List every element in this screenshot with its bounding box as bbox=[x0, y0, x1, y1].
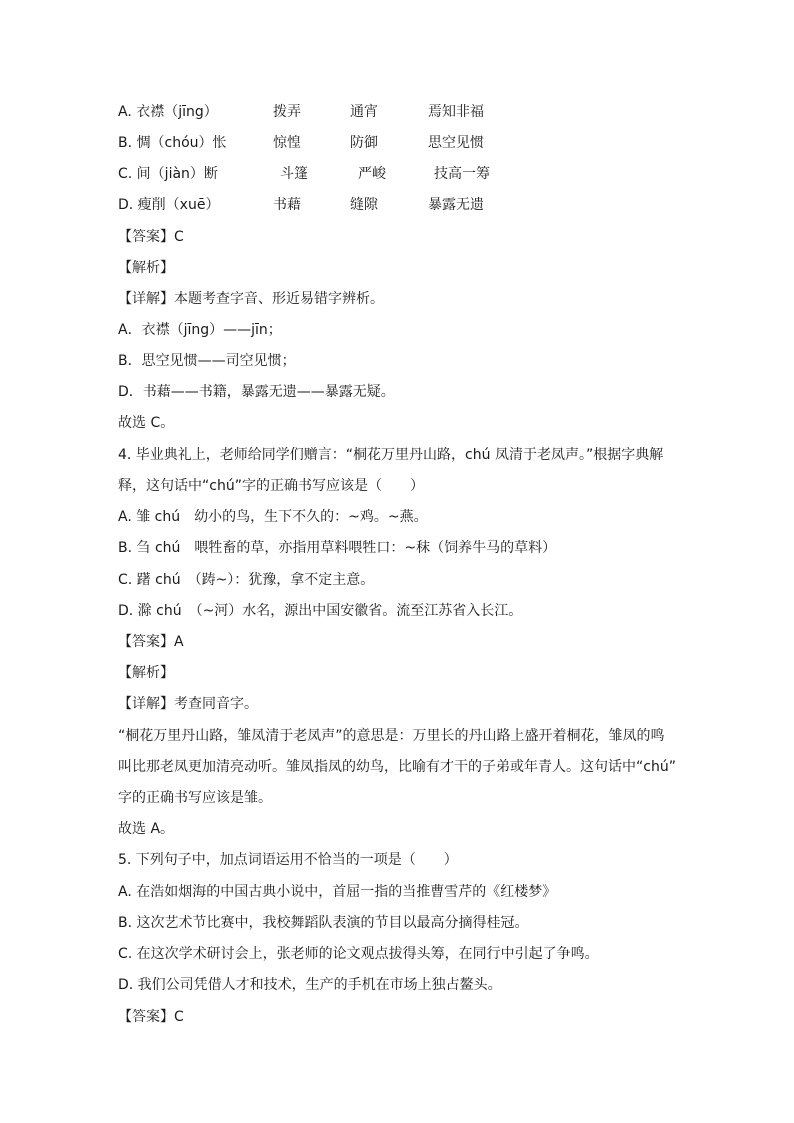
q4-analysis-title: 【解析】 bbox=[118, 665, 174, 681]
q3-conclusion: 故选 C。 bbox=[118, 415, 175, 431]
q5-option-d: D. 我们公司凭借人才和技术，生产的手机在市场上独占鳌头。 bbox=[118, 977, 502, 993]
q4-option-a: A. 雏 chú 幼小的鸟，生下不久的：~鸡。~燕。 bbox=[118, 509, 428, 525]
q5-option-a: A. 在浩如烟海的中国古典小说中，首屈一指的当推曹雪芹的《红楼梦》 bbox=[118, 884, 557, 900]
q3-option-c-label: C. 间（jiàn）断 bbox=[118, 166, 218, 182]
q4-stem-line2: 释，这句话中“chú”字的正确书写应该是（ ） bbox=[118, 478, 424, 494]
q4-option-c: C. 躇 chú （踌~）：犹豫，拿不定主意。 bbox=[118, 572, 375, 588]
q3-detail: 【详解】本题考查字音、形近易错字辨析。 bbox=[118, 291, 384, 307]
q4-conclusion: 故选 A。 bbox=[118, 821, 175, 837]
q3-option-d-word3: 暴露无遗 bbox=[428, 197, 484, 213]
q3-analysis-title: 【解析】 bbox=[118, 260, 174, 276]
q3-answer: 【答案】C bbox=[118, 229, 184, 245]
q3-option-b-word2: 防御 bbox=[350, 135, 378, 151]
q4-stem-line1: 4. 毕业典礼上，老师给同学们赠言：“桐花万里丹山路，chú 凤清于老凤声。”根据字典解 bbox=[118, 447, 664, 463]
q3-option-d-word1: 书藉 bbox=[273, 197, 301, 213]
q3-option-d-label: D. 瘦削（xuē） bbox=[118, 197, 220, 213]
q3-point-d: D．书藉——书籍，暴露无遗——暴露无疑。 bbox=[118, 384, 395, 400]
q3-option-a-word3: 焉知非福 bbox=[428, 104, 484, 120]
q4-detail: 【详解】考查同音字。 bbox=[118, 696, 258, 712]
q3-option-c-word1: 斗篷 bbox=[280, 166, 308, 182]
q4-answer: 【答案】A bbox=[118, 634, 184, 650]
q3-point-a: A．衣襟（jīng）——jīn； bbox=[118, 322, 282, 338]
q4-explain-line2: 叫比那老凤更加清亮动听。雏凤指凤的幼鸟，比喻有才干的子弟或年青人。这句话中“chú” bbox=[118, 759, 676, 775]
q3-option-b-word1: 惊惶 bbox=[273, 135, 301, 151]
q3-option-c-word3: 技高一筹 bbox=[434, 166, 490, 182]
q3-point-b: B．思空见惯——司空见惯； bbox=[118, 353, 296, 369]
q3-option-b-word3: 思空见惯 bbox=[428, 135, 484, 151]
q4-explain-line3: 字的正确书写应该是雏。 bbox=[118, 790, 272, 806]
q5-stem: 5. 下列句子中，加点词语运用不恰当的一项是（ ） bbox=[118, 852, 458, 868]
q3-option-a-label: A. 衣襟（jīng） bbox=[118, 104, 218, 120]
q5-option-b: B. 这次艺术节比赛中，我校舞蹈队表演的节目以最高分摘得桂冠。 bbox=[118, 915, 529, 931]
q4-option-b: B. 刍 chú 喂牲畜的草，亦指用草料喂牲口：~秣（饲养牛马的草料） bbox=[118, 540, 557, 556]
q4-option-d: D. 滁 chú （~河）水名，源出中国安徽省。流至江苏省入长江。 bbox=[118, 603, 523, 619]
q5-option-c: C. 在这次学术研讨会上，张老师的论文观点拔得头筹，在同行中引起了争鸣。 bbox=[118, 946, 599, 962]
q5-answer: 【答案】C bbox=[118, 1009, 184, 1025]
q3-option-a-word2: 通宵 bbox=[350, 104, 378, 120]
q3-option-d-word2: 缝隙 bbox=[350, 197, 378, 213]
q3-option-c-word2: 严峻 bbox=[358, 166, 386, 182]
q3-option-a-word1: 拨弄 bbox=[273, 104, 301, 120]
q3-option-b-label: B. 惆（chóu）怅 bbox=[118, 135, 227, 151]
q4-explain-line1: “桐花万里丹山路，雏凤清于老凤声”的意思是：万里长的丹山路上盛开着桐花，雏凤的鸣 bbox=[118, 728, 665, 744]
